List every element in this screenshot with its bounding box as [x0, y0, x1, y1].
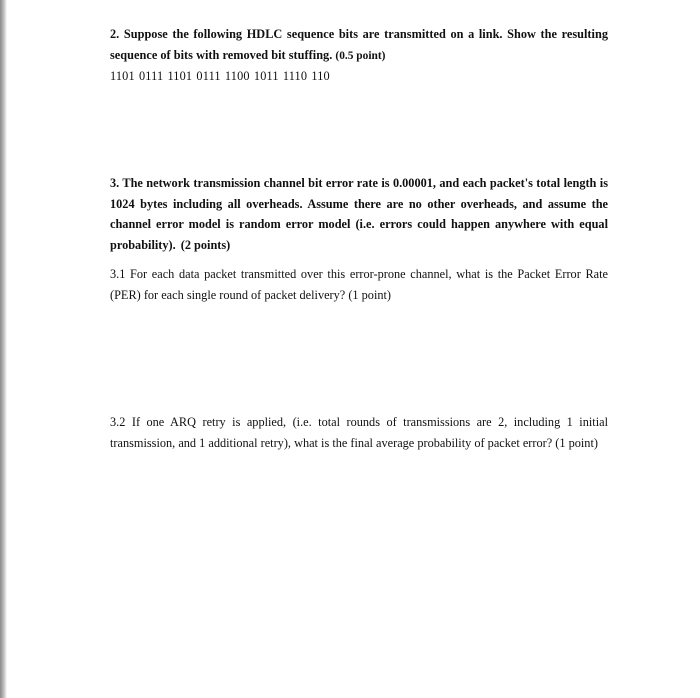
question-2 [110, 24, 608, 87]
question-2-text: 2. Suppose the following HDLC sequence bits are transmitted on a link. Show the resulting sequence of bits with removed bit stuffing. [110, 27, 608, 62]
question-2-points: (0.5 point) [335, 49, 386, 62]
question-3-2 [110, 412, 608, 453]
question-2-bit-sequence: 1101 0111 1101 0111 1100 1011 1110 110 [110, 69, 330, 83]
question-3-1 [110, 264, 608, 305]
page-edge-shadow [0, 0, 7, 698]
question-3-2-text: 3.2 If one ARQ retry is applied, (i.e. total rounds of transmissions are 2, including 1 initial transmission, and 1 additional retry), what is the final average probability of packet error? (1 point) [110, 415, 608, 450]
question-3-1-text: 3.1 For each data packet transmitted over this error-prone channel, what is the Packet Error Rate (PER) for each single round of packet delivery? (1 point) [110, 267, 608, 302]
question-3-points: (2 points) [180, 237, 231, 252]
question-3 [110, 173, 608, 255]
question-3-text: 3. The network transmission channel bit error rate is 0.00001, and each packet's total length is 1024 bytes including all overheads. Assume there are no other overheads, and assume the channel error model is random error model (i.e. errors could happen anywhere with equal probability). [110, 176, 608, 252]
